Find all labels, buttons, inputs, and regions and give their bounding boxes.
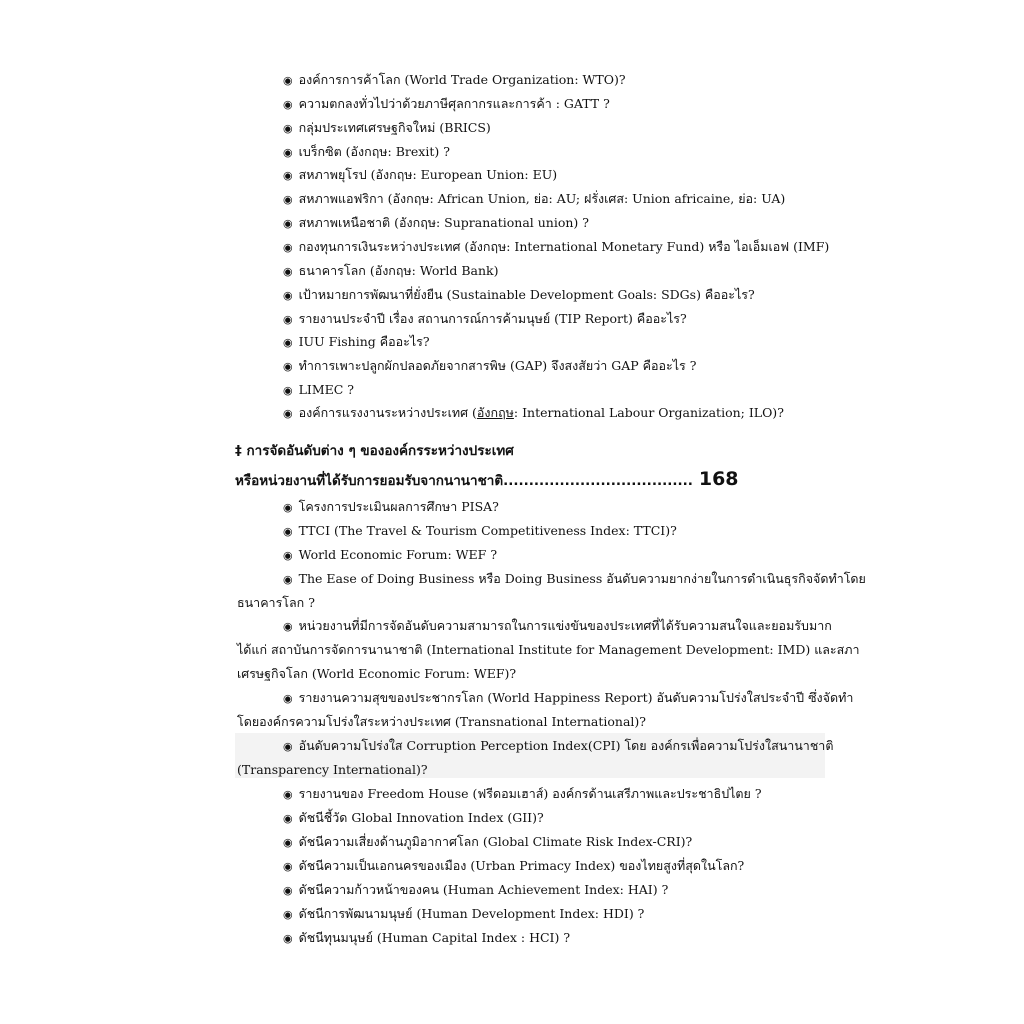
list-item — [283, 833, 692, 852]
list-item-continuation: เศรษฐกิจโลก (World Economic Forum: WEF)? — [237, 666, 517, 681]
list-item — [283, 357, 696, 376]
bullet-icon: ◉ — [283, 336, 293, 350]
bullet-icon: ◉ — [283, 836, 293, 849]
section-heading: ‡ การจัดอันดับต่าง ๆ ขององค์กรระหว่างประเทศ — [235, 443, 514, 459]
list-item — [283, 381, 354, 400]
list-item-text: องค์การการค้าโลก (World Trade Organization: WTO)? — [298, 72, 626, 87]
list-item-text: ดัชนีความเป็นเอกนครของเมือง (Urban Primacy Index) ของไทยสูงที่สุดในโลก? — [298, 858, 745, 873]
list-item — [283, 119, 491, 138]
bullet-icon: ◉ — [283, 860, 293, 873]
list-item-text: รายงานของ Freedom House (ฟรีดอมเฮาส์) องค์กรด้านเสรีภาพและประชาธิปไตย ? — [298, 786, 762, 801]
list-item — [283, 333, 430, 352]
list-item — [283, 498, 499, 517]
bullet-icon: ◉ — [283, 549, 293, 562]
list-item-text: สหภาพแอฟริกา (อังกฤษ: African Union, ย่อ: AU; ฝรั่งเศส: Union africaine, ย่อ: UA) — [298, 191, 786, 207]
list-item-text: The Ease of Doing Business หรือ Doing Business อันดับความยากง่ายในการดำเนินธุรกิจจัดทำโดย — [298, 571, 866, 586]
list-item — [283, 143, 450, 162]
list-item-text: เบร็กซิต (อังกฤษ: Brexit) ? — [298, 143, 450, 159]
list-item — [283, 238, 829, 257]
list-item-text: โครงการประเมินผลการศึกษา PISA? — [298, 499, 499, 514]
list-item — [283, 785, 762, 804]
list-item — [283, 522, 677, 541]
list-item-text: World Economic Forum: WEF ? — [298, 547, 498, 562]
list-item-text: รายงานความสุขของประชากรโลก (World Happiness Report) อันดับความโปร่งใสประจำปี ซึ่งจัดทำ — [298, 690, 854, 705]
bullet-icon: ◉ — [283, 360, 293, 374]
list-item-text: : International Labour Organization; ILO)? — [513, 405, 784, 420]
list-item-continuation: (Transparency International)? — [237, 762, 428, 777]
section-heading-text: หรือหน่วยงานที่ได้รับการยอมรับจากนานาชาติ..................................... — [235, 473, 693, 489]
bullet-icon: ◉ — [283, 884, 293, 897]
list-item — [283, 881, 668, 900]
list-item-continuation: ธนาคารโลก ? — [237, 595, 315, 610]
bullet-icon: ◉ — [283, 525, 293, 538]
bullet-icon: ◉ — [283, 573, 293, 586]
bullet-icon: ◉ — [283, 74, 293, 87]
list-item-text: TTCI (The Travel & Tourism Competitiveness Index: TTCI)? — [298, 523, 677, 538]
bullet-icon: ◉ — [283, 788, 293, 801]
page-number: 168 — [698, 468, 739, 490]
list-item — [283, 617, 832, 636]
list-item-text: เป้าหมายการพัฒนาที่ยั่งยืน (Sustainable Development Goals: SDGs) คืออะไร? — [298, 286, 755, 302]
bullet-icon: ◉ — [283, 692, 293, 705]
list-item-text: อันดับความโปร่งใส Corruption Perception Index(CPI) โดย องค์กรเพื่อความโปร่งใสนานาชาติ — [298, 738, 834, 753]
list-item-text: ดัชนีทุนมนุษย์ (Human Capital Index : HCI) ? — [298, 930, 571, 945]
list-item — [283, 905, 644, 924]
list-item — [283, 214, 589, 233]
list-item-text: รายงานประจำปี เรื่อง สถานการณ์การค้ามนุษย์ (TIP Report) คืออะไร? — [298, 310, 687, 326]
bullet-icon: ◉ — [283, 217, 293, 231]
bullet-icon: ◉ — [283, 193, 293, 207]
bullet-icon: ◉ — [283, 145, 293, 159]
list-item-text: LIMEC ? — [298, 382, 355, 398]
list-item-underlined: อังกฤษ — [476, 405, 514, 420]
list-item-continuation: ได้แก่ สถาบันการจัดการนานาชาติ (International Institute for Management Development: IMD) และสภา — [237, 642, 860, 657]
bullet-icon: ◉ — [283, 240, 293, 254]
list-item-text: กองทุนการเงินระหว่างประเทศ (อังกฤษ: International Monetary Fund) หรือ ไอเอ็มเอฟ (IMF) — [298, 238, 830, 254]
bullet-icon: ◉ — [283, 121, 293, 135]
list-item — [283, 570, 866, 589]
section-heading-toc-line — [235, 469, 739, 491]
list-item — [283, 809, 544, 828]
bullet-icon: ◉ — [283, 620, 293, 633]
list-item — [283, 71, 626, 90]
list-item — [283, 737, 833, 756]
list-item-text: ธนาคารโลก (อังกฤษ: World Bank) — [298, 262, 499, 278]
bullet-icon: ◉ — [283, 812, 293, 825]
list-item-text: สหภาพยุโรป (อังกฤษ: European Union: EU) — [298, 167, 558, 183]
list-item — [283, 857, 744, 876]
list-item-continuation: โดยองค์กรความโปร่งใสระหว่างประเทศ (Transnational International)? — [237, 714, 646, 729]
list-item-text: องค์การแรงงานระหว่างประเทศ ( — [298, 405, 477, 420]
list-item — [283, 262, 498, 281]
list-item-text: สหภาพเหนือชาติ (อังกฤษ: Supranational union) ? — [298, 215, 589, 231]
bullet-icon: ◉ — [283, 407, 293, 420]
list-item-text: ดัชนีชี้วัด Global Innovation Index (GII)? — [298, 810, 544, 825]
bullet-icon: ◉ — [283, 288, 293, 302]
bullet-icon: ◉ — [283, 932, 293, 945]
list-item — [283, 286, 755, 305]
list-item-text: IUU Fishing คืออะไร? — [298, 334, 430, 350]
bullet-icon: ◉ — [283, 264, 293, 278]
list-item — [283, 929, 570, 948]
list-item-text: ความตกลงทั่วไปว่าด้วยภาษีศุลกากรและการค้า : GATT ? — [298, 95, 610, 111]
list-item-text: กลุ่มประเทศเศรษฐกิจใหม่ (BRICS) — [298, 119, 491, 135]
list-item-text: ดัชนีความก้าวหน้าของคน (Human Achievement Index: HAI) ? — [298, 882, 669, 897]
bullet-icon: ◉ — [283, 908, 293, 921]
list-item — [283, 166, 557, 185]
list-item-text: หน่วยงานที่มีการจัดอันดับความสามารถในการแข่งขันของประเทศที่ได้รับความสนใจและยอมรับมาก — [298, 618, 832, 633]
list-item-text: ทำการเพาะปลูกผักปลอดภัยจากสารพิษ (GAP) จึงสงสัยว่า GAP คืออะไร ? — [298, 358, 697, 374]
bullet-icon: ◉ — [283, 384, 293, 398]
bullet-icon: ◉ — [283, 312, 293, 326]
bullet-icon: ◉ — [283, 501, 293, 514]
list-item — [283, 190, 785, 209]
list-item — [283, 310, 687, 329]
list-item-text: ดัชนีความเสี่ยงด้านภูมิอากาศโลก (Global Climate Risk Index-CRI)? — [298, 834, 693, 849]
list-item — [283, 95, 610, 114]
list-item — [283, 404, 784, 423]
bullet-icon: ◉ — [283, 169, 293, 183]
bullet-icon: ◉ — [283, 97, 293, 111]
bullet-icon: ◉ — [283, 740, 293, 753]
list-item — [283, 546, 497, 565]
list-item-text: ดัชนีการพัฒนามนุษย์ (Human Development Index: HDI) ? — [298, 906, 645, 921]
list-item — [283, 689, 853, 708]
